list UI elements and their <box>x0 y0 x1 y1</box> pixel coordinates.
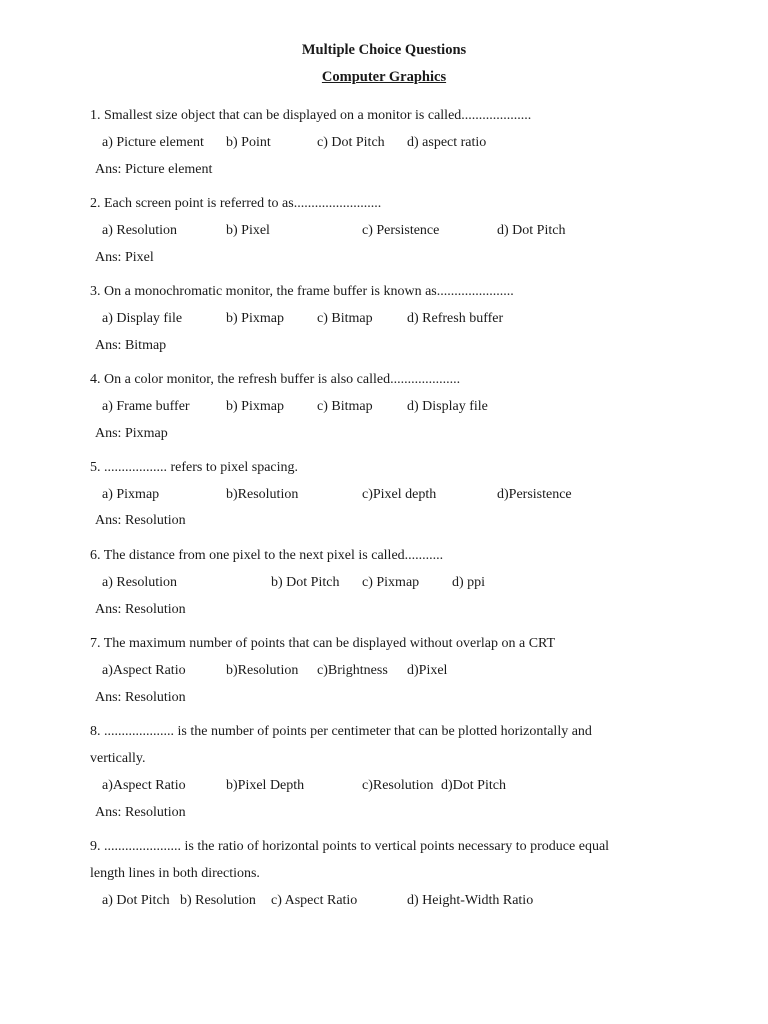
q7-option-d: d)Pixel <box>407 663 448 678</box>
q3-option-b: b) Pixmap <box>226 311 284 326</box>
q5-option-b: b)Resolution <box>226 487 299 502</box>
q1-option-b: b) Point <box>226 135 271 150</box>
q9-option-c: c) Aspect Ratio <box>271 893 358 908</box>
question-8: 8. .................... is the number of points per centimeter that can be plotted horizontally and <box>90 724 592 739</box>
q6-option-a: a) Resolution <box>102 575 178 590</box>
q5-option-a: a) Pixmap <box>102 487 160 502</box>
q4-option-b: b) Pixmap <box>226 399 284 414</box>
q3-option-d: d) Refresh buffer <box>407 311 504 326</box>
q3-option-a: a) Display file <box>102 311 183 326</box>
q2-answer: Ans: Pixel <box>95 250 154 265</box>
q9-option-a: a) Dot Pitch <box>102 893 170 908</box>
q5-option-d: d)Persistence <box>497 487 572 502</box>
q2-option-b: b) Pixel <box>226 223 270 238</box>
q7-option-c: c)Brightness <box>317 663 388 678</box>
question-6: 6. The distance from one pixel to the next pixel is called........... <box>90 548 444 563</box>
q3-answer: Ans: Bitmap <box>95 338 167 353</box>
q8-option-d: d)Dot Pitch <box>441 778 506 793</box>
question-8-continued: vertically. <box>90 751 146 766</box>
subtitle-text: Computer Graphics <box>321 69 447 85</box>
question-5: 5. .................. refers to pixel spacing. <box>90 460 299 475</box>
question-2: 2. Each screen point is referred to as......................... <box>90 196 382 211</box>
q8-option-b: b)Pixel Depth <box>226 778 305 793</box>
q7-answer: Ans: Resolution <box>95 690 186 705</box>
q4-option-d: d) Display file <box>407 399 488 414</box>
question-3: 3. On a monochromatic monitor, the frame buffer is known as...................... <box>90 284 514 299</box>
q7-option-a: a)Aspect Ratio <box>102 663 186 678</box>
page-subtitle <box>0 69 768 85</box>
q1-option-d: d) aspect ratio <box>407 135 487 150</box>
q4-answer: Ans: Pixmap <box>95 426 168 441</box>
question-7: 7. The maximum number of points that can be displayed without overlap on a CRT <box>90 636 556 651</box>
page-title: Multiple Choice Questions <box>301 42 467 58</box>
q4-option-a: a) Frame buffer <box>102 399 190 414</box>
q8-answer: Ans: Resolution <box>95 805 186 820</box>
question-9: 9. ...................... is the ratio of horizontal points to vertical points necessary to produce equal <box>90 839 610 854</box>
q2-option-d: d) Dot Pitch <box>497 223 566 238</box>
q8-option-a: a)Aspect Ratio <box>102 778 186 793</box>
q9-option-b: b) Resolution <box>180 893 256 908</box>
q4-option-c: c) Bitmap <box>317 399 373 414</box>
question-9-continued: length lines in both directions. <box>90 866 260 881</box>
question-4: 4. On a color monitor, the refresh buffer is also called.................... <box>90 372 461 387</box>
q6-option-d: d) ppi <box>452 575 486 590</box>
q8-option-c: c)Resolution <box>362 778 434 793</box>
q1-option-c: c) Dot Pitch <box>317 135 385 150</box>
q6-answer: Ans: Resolution <box>95 602 186 617</box>
q6-option-c: c) Pixmap <box>362 575 420 590</box>
q6-option-b: b) Dot Pitch <box>271 575 340 590</box>
q2-option-c: c) Persistence <box>362 223 440 238</box>
q7-option-b: b)Resolution <box>226 663 299 678</box>
q2-option-a: a) Resolution <box>102 223 178 238</box>
q9-option-d: d) Height-Width Ratio <box>407 893 534 908</box>
q3-option-c: c) Bitmap <box>317 311 373 326</box>
q1-answer: Ans: Picture element <box>95 162 213 177</box>
q5-option-c: c)Pixel depth <box>362 487 437 502</box>
q5-answer: Ans: Resolution <box>95 513 186 528</box>
question-1: 1. Smallest size object that can be displayed on a monitor is called.................... <box>90 108 532 123</box>
q1-option-a: a) Picture element <box>102 135 204 150</box>
